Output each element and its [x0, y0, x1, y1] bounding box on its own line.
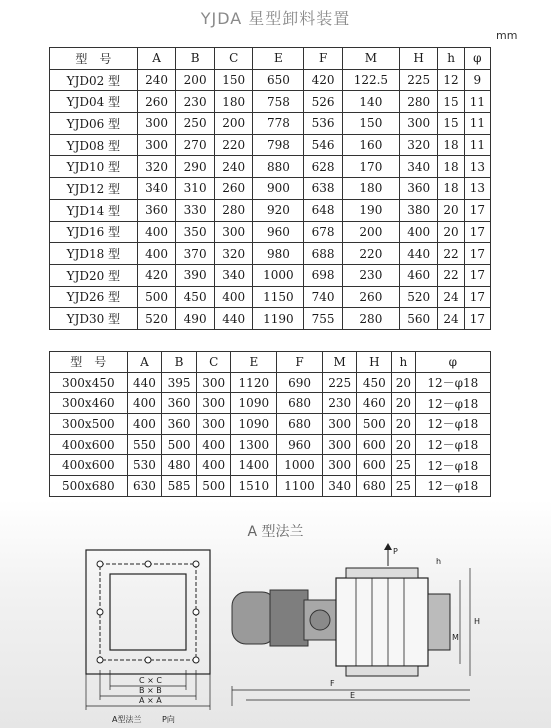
- value-cell: 460: [357, 393, 392, 414]
- value-cell: 9: [464, 69, 490, 91]
- value-cell: 11: [464, 134, 490, 156]
- dim-b: B × B: [139, 686, 162, 695]
- value-cell: 300: [137, 134, 176, 156]
- value-cell: 360: [399, 178, 438, 200]
- value-cell: 300: [322, 434, 357, 455]
- model-cell: 300x450: [50, 372, 128, 393]
- value-cell: 17: [464, 286, 490, 308]
- label-m: M: [452, 633, 459, 642]
- value-cell: 960: [277, 434, 323, 455]
- value-cell: 190: [342, 199, 399, 221]
- value-cell: 390: [176, 264, 215, 286]
- table-row: [50, 69, 491, 91]
- value-cell: 526: [304, 91, 343, 113]
- table-header-row: [50, 352, 491, 373]
- value-cell: 450: [357, 372, 392, 393]
- value-cell: 1120: [231, 372, 277, 393]
- bolt-hole: [97, 609, 103, 615]
- end-cover: [428, 594, 450, 650]
- value-cell: 490: [176, 308, 215, 330]
- value-cell: 270: [176, 134, 215, 156]
- column-header: M: [322, 352, 357, 373]
- value-cell: 20: [392, 414, 416, 435]
- table-row: [50, 455, 491, 476]
- value-cell: 17: [464, 264, 490, 286]
- value-cell: 12－φ18: [415, 414, 490, 435]
- flange-caption: A型法兰: [112, 715, 142, 724]
- bolt-hole: [193, 561, 199, 567]
- value-cell: 12－φ18: [415, 393, 490, 414]
- value-cell: 300: [196, 372, 231, 393]
- value-cell: 230: [322, 393, 357, 414]
- value-cell: 20: [392, 393, 416, 414]
- table-row: [50, 308, 491, 330]
- value-cell: 18: [438, 178, 464, 200]
- value-cell: 450: [176, 286, 215, 308]
- value-cell: 17: [464, 199, 490, 221]
- value-cell: 560: [399, 308, 438, 330]
- value-cell: 688: [304, 243, 343, 265]
- value-cell: 530: [127, 455, 162, 476]
- bolt-hole: [97, 561, 103, 567]
- section-title: A 型法兰: [247, 524, 304, 540]
- value-cell: 400: [127, 393, 162, 414]
- value-cell: 280: [214, 199, 253, 221]
- value-cell: 1000: [253, 264, 304, 286]
- motor-housing: [270, 590, 308, 646]
- value-cell: 1100: [277, 476, 323, 497]
- column-header: h: [392, 352, 416, 373]
- value-cell: 240: [137, 69, 176, 91]
- value-cell: 230: [176, 91, 215, 113]
- model-cell: YJD06 型: [50, 113, 138, 135]
- technical-drawing: [0, 540, 551, 728]
- value-cell: 680: [277, 393, 323, 414]
- gear-icon: [310, 610, 330, 630]
- value-cell: 18: [438, 134, 464, 156]
- value-cell: 280: [399, 91, 438, 113]
- flange-view: [86, 550, 210, 724]
- value-cell: 980: [253, 243, 304, 265]
- value-cell: 550: [127, 434, 162, 455]
- value-cell: 20: [392, 434, 416, 455]
- model-cell: 300x500: [50, 414, 128, 435]
- value-cell: 400: [196, 455, 231, 476]
- value-cell: 628: [304, 156, 343, 178]
- column-header: B: [162, 352, 197, 373]
- value-cell: 395: [162, 372, 197, 393]
- value-cell: 11: [464, 91, 490, 113]
- value-cell: 880: [253, 156, 304, 178]
- label-e: E: [350, 691, 356, 700]
- value-cell: 12－φ18: [415, 434, 490, 455]
- value-cell: 420: [304, 69, 343, 91]
- model-cell: YJD10 型: [50, 156, 138, 178]
- value-cell: 260: [137, 91, 176, 113]
- column-header: H: [357, 352, 392, 373]
- value-cell: 678: [304, 221, 343, 243]
- value-cell: 20: [438, 221, 464, 243]
- table-row: [50, 199, 491, 221]
- table-row: [50, 221, 491, 243]
- table-row: [50, 393, 491, 414]
- value-cell: 960: [253, 221, 304, 243]
- table-row: [50, 414, 491, 435]
- column-header: C: [214, 48, 253, 70]
- column-header: E: [253, 48, 304, 70]
- model-cell: YJD26 型: [50, 286, 138, 308]
- table-row: [50, 91, 491, 113]
- value-cell: 24: [438, 308, 464, 330]
- value-cell: 1150: [253, 286, 304, 308]
- table-row: [50, 434, 491, 455]
- value-cell: 12－φ18: [415, 455, 490, 476]
- value-cell: 600: [357, 455, 392, 476]
- value-cell: 536: [304, 113, 343, 135]
- column-header: 型 号: [50, 48, 138, 70]
- column-header: F: [304, 48, 343, 70]
- value-cell: 340: [322, 476, 357, 497]
- value-cell: 1510: [231, 476, 277, 497]
- value-cell: 320: [214, 243, 253, 265]
- value-cell: 420: [137, 264, 176, 286]
- value-cell: 300: [322, 455, 357, 476]
- value-cell: 290: [176, 156, 215, 178]
- model-cell: 400x600: [50, 434, 128, 455]
- side-view: [232, 543, 480, 706]
- value-cell: 690: [277, 372, 323, 393]
- value-cell: 300: [137, 113, 176, 135]
- column-header: φ: [415, 352, 490, 373]
- value-cell: 900: [253, 178, 304, 200]
- value-cell: 798: [253, 134, 304, 156]
- value-cell: 200: [342, 221, 399, 243]
- value-cell: 440: [214, 308, 253, 330]
- value-cell: 22: [438, 243, 464, 265]
- bolt-holes: [97, 561, 199, 663]
- value-cell: 15: [438, 91, 464, 113]
- value-cell: 400: [214, 286, 253, 308]
- arrow-up-icon: [384, 543, 392, 550]
- table-row: [50, 372, 491, 393]
- table-row: [50, 286, 491, 308]
- value-cell: 200: [176, 69, 215, 91]
- table-row: [50, 243, 491, 265]
- table-header-row: [50, 48, 491, 70]
- value-cell: 500: [162, 434, 197, 455]
- value-cell: 220: [342, 243, 399, 265]
- model-cell: YJD12 型: [50, 178, 138, 200]
- value-cell: 300: [322, 414, 357, 435]
- unit-label: mm: [496, 29, 518, 42]
- value-cell: 280: [342, 308, 399, 330]
- value-cell: 698: [304, 264, 343, 286]
- model-cell: YJD18 型: [50, 243, 138, 265]
- value-cell: 460: [399, 264, 438, 286]
- value-cell: 380: [399, 199, 438, 221]
- value-cell: 13: [464, 156, 490, 178]
- motor-body: [232, 592, 276, 644]
- value-cell: 360: [162, 414, 197, 435]
- dim-a: A × A: [139, 696, 162, 705]
- value-cell: 1400: [231, 455, 277, 476]
- value-cell: 600: [357, 434, 392, 455]
- label-p: P: [393, 547, 398, 556]
- model-cell: 500x680: [50, 476, 128, 497]
- value-cell: 17: [464, 221, 490, 243]
- value-cell: 25: [392, 476, 416, 497]
- valve-body: [336, 578, 428, 666]
- value-cell: 546: [304, 134, 343, 156]
- value-cell: 140: [342, 91, 399, 113]
- value-cell: 400: [137, 221, 176, 243]
- value-cell: 300: [214, 221, 253, 243]
- value-cell: 15: [438, 113, 464, 135]
- value-cell: 20: [438, 199, 464, 221]
- value-cell: 240: [214, 156, 253, 178]
- value-cell: 12－φ18: [415, 476, 490, 497]
- page-title: YJDA 星型卸料装置: [200, 9, 351, 28]
- model-cell: YJD14 型: [50, 199, 138, 221]
- value-cell: 680: [277, 414, 323, 435]
- value-cell: 920: [253, 199, 304, 221]
- model-cell: YJD30 型: [50, 308, 138, 330]
- value-cell: 650: [253, 69, 304, 91]
- bolt-hole: [145, 561, 151, 567]
- spec-table-size: [49, 351, 491, 497]
- model-cell: YJD08 型: [50, 134, 138, 156]
- value-cell: 1090: [231, 393, 277, 414]
- value-cell: 340: [137, 178, 176, 200]
- value-cell: 320: [137, 156, 176, 178]
- bolt-hole: [145, 657, 151, 663]
- bolt-hole: [193, 657, 199, 663]
- value-cell: 740: [304, 286, 343, 308]
- table-row: [50, 264, 491, 286]
- value-cell: 755: [304, 308, 343, 330]
- column-header: H: [399, 48, 438, 70]
- value-cell: 300: [196, 393, 231, 414]
- value-cell: 25: [392, 455, 416, 476]
- label-h-small: h: [436, 557, 442, 566]
- value-cell: 300: [399, 113, 438, 135]
- value-cell: 758: [253, 91, 304, 113]
- value-cell: 24: [438, 286, 464, 308]
- value-cell: 1000: [277, 455, 323, 476]
- flange-outer: [86, 550, 210, 674]
- dim-c: C × C: [139, 676, 162, 685]
- value-cell: 1190: [253, 308, 304, 330]
- value-cell: 1090: [231, 414, 277, 435]
- model-cell: 400x600: [50, 455, 128, 476]
- value-cell: 18: [438, 156, 464, 178]
- value-cell: 12－φ18: [415, 372, 490, 393]
- column-header: E: [231, 352, 277, 373]
- value-cell: 440: [127, 372, 162, 393]
- inlet-flange: [346, 568, 418, 578]
- value-cell: 260: [214, 178, 253, 200]
- value-cell: 500: [357, 414, 392, 435]
- column-header: B: [176, 48, 215, 70]
- value-cell: 1300: [231, 434, 277, 455]
- value-cell: 360: [162, 393, 197, 414]
- column-header: A: [127, 352, 162, 373]
- table-row: [50, 134, 491, 156]
- value-cell: 150: [214, 69, 253, 91]
- value-cell: 360: [137, 199, 176, 221]
- model-cell: YJD16 型: [50, 221, 138, 243]
- column-header: h: [438, 48, 464, 70]
- outlet-flange: [346, 666, 418, 676]
- table-row: [50, 476, 491, 497]
- value-cell: 520: [399, 286, 438, 308]
- value-cell: 310: [176, 178, 215, 200]
- value-cell: 400: [399, 221, 438, 243]
- model-cell: YJD20 型: [50, 264, 138, 286]
- flange-bolt-circle: [100, 564, 196, 660]
- value-cell: 630: [127, 476, 162, 497]
- value-cell: 170: [342, 156, 399, 178]
- value-cell: 330: [176, 199, 215, 221]
- value-cell: 300: [196, 414, 231, 435]
- value-cell: 17: [464, 243, 490, 265]
- table-row: [50, 113, 491, 135]
- value-cell: 260: [342, 286, 399, 308]
- value-cell: 648: [304, 199, 343, 221]
- table-row: [50, 178, 491, 200]
- value-cell: 22: [438, 264, 464, 286]
- value-cell: 440: [399, 243, 438, 265]
- column-header: C: [196, 352, 231, 373]
- value-cell: 225: [399, 69, 438, 91]
- value-cell: 12: [438, 69, 464, 91]
- value-cell: 680: [357, 476, 392, 497]
- value-cell: 480: [162, 455, 197, 476]
- bolt-hole: [193, 609, 199, 615]
- value-cell: 225: [322, 372, 357, 393]
- value-cell: 180: [214, 91, 253, 113]
- value-cell: 370: [176, 243, 215, 265]
- column-header: φ: [464, 48, 490, 70]
- value-cell: 400: [127, 414, 162, 435]
- table-row: [50, 156, 491, 178]
- value-cell: 200: [214, 113, 253, 135]
- value-cell: 160: [342, 134, 399, 156]
- bolt-hole: [97, 657, 103, 663]
- value-cell: 13: [464, 178, 490, 200]
- model-cell: 300x460: [50, 393, 128, 414]
- value-cell: 340: [399, 156, 438, 178]
- value-cell: 20: [392, 372, 416, 393]
- value-cell: 350: [176, 221, 215, 243]
- value-cell: 400: [196, 434, 231, 455]
- value-cell: 17: [464, 308, 490, 330]
- value-cell: 250: [176, 113, 215, 135]
- value-cell: 180: [342, 178, 399, 200]
- model-cell: YJD02 型: [50, 69, 138, 91]
- value-cell: 500: [196, 476, 231, 497]
- value-cell: 340: [214, 264, 253, 286]
- label-f: F: [330, 679, 335, 688]
- value-cell: 400: [137, 243, 176, 265]
- value-cell: 230: [342, 264, 399, 286]
- value-cell: 585: [162, 476, 197, 497]
- flange-caption-right: P向: [162, 715, 175, 724]
- value-cell: 220: [214, 134, 253, 156]
- value-cell: 778: [253, 113, 304, 135]
- column-header: F: [277, 352, 323, 373]
- model-cell: YJD04 型: [50, 91, 138, 113]
- column-header: M: [342, 48, 399, 70]
- value-cell: 638: [304, 178, 343, 200]
- label-h: H: [474, 617, 481, 626]
- value-cell: 122.5: [342, 69, 399, 91]
- value-cell: 150: [342, 113, 399, 135]
- column-header: A: [137, 48, 176, 70]
- value-cell: 320: [399, 134, 438, 156]
- column-header: 型 号: [50, 352, 128, 373]
- flange-opening: [110, 574, 186, 650]
- spec-table-yjd: [49, 47, 491, 330]
- value-cell: 500: [137, 286, 176, 308]
- value-cell: 11: [464, 113, 490, 135]
- value-cell: 520: [137, 308, 176, 330]
